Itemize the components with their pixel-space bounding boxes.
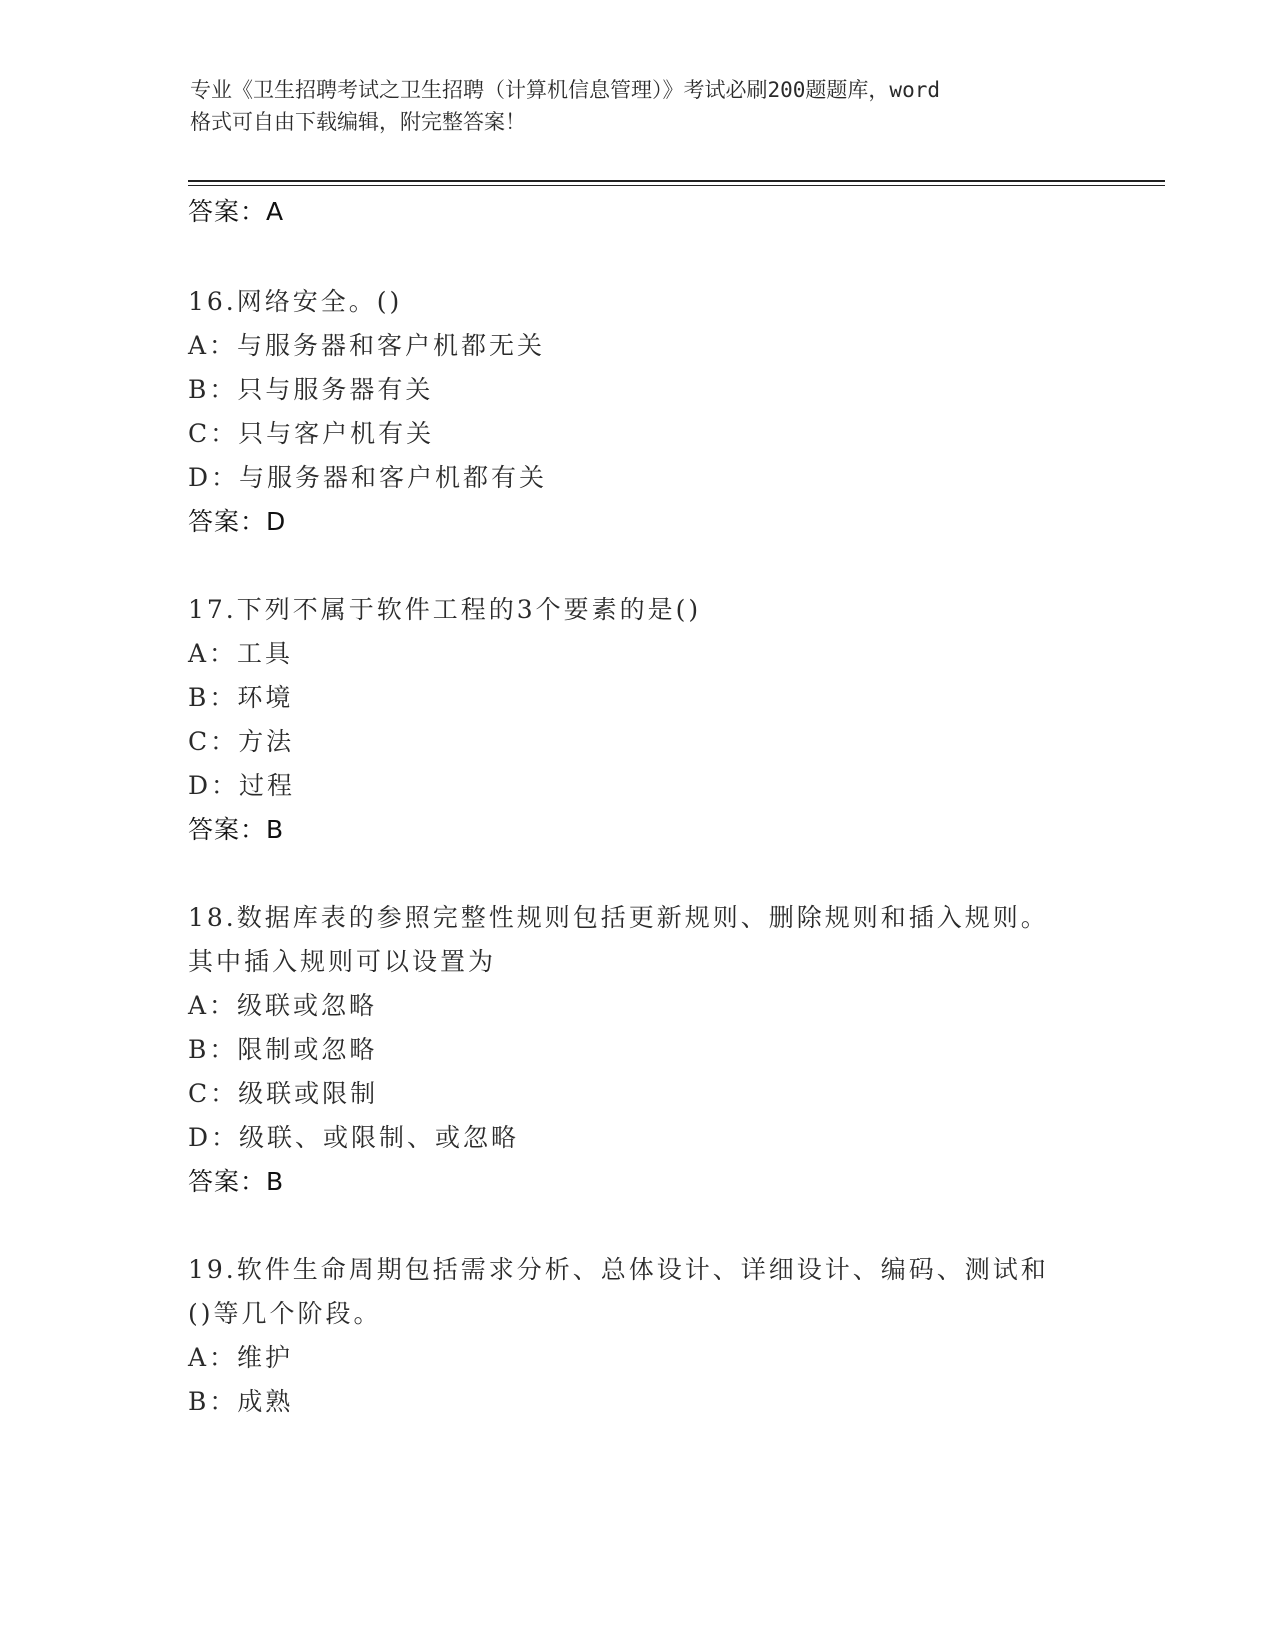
header-divider-thin [188, 185, 1165, 186]
option-18-b: B：限制或忽略 [188, 1035, 378, 1064]
header-divider-thick [188, 180, 1165, 182]
header-line-2: 格式可自由下载编辑，附完整答案！ [190, 110, 526, 134]
question-18-continued: 其中插入规则可以设置为 [188, 947, 497, 976]
question-16: 16.网络安全。() [188, 287, 403, 316]
option-18-a: A：级联或忽略 [188, 991, 378, 1020]
option-18-d: D：级联、或限制、或忽略 [188, 1123, 520, 1152]
question-17: 17.下列不属于软件工程的3个要素的是() [188, 595, 702, 624]
option-16-c: C：只与客户机有关 [188, 419, 435, 448]
question-19: 19.软件生命周期包括需求分析、总体设计、详细设计、编码、测试和 [188, 1255, 1049, 1284]
answer-17: 答案：B [188, 815, 285, 844]
header-line-1: 专业《卫生招聘考试之卫生招聘（计算机信息管理）》考试必刷200题题库，word [190, 78, 940, 102]
answer-16: 答案：D [188, 507, 287, 536]
option-17-c: C：方法 [188, 727, 295, 756]
option-17-b: B：环境 [188, 683, 294, 712]
question-18: 18.数据库表的参照完整性规则包括更新规则、删除规则和插入规则。 [188, 903, 1049, 932]
option-16-a: A：与服务器和客户机都无关 [188, 331, 546, 360]
option-16-b: B：只与服务器有关 [188, 375, 434, 404]
option-18-c: C：级联或限制 [188, 1079, 379, 1108]
answer-15: 答案：A [188, 197, 285, 226]
option-19-b: B：成熟 [188, 1387, 294, 1416]
answer-18: 答案：B [188, 1167, 285, 1196]
document-header [190, 74, 1120, 138]
option-17-a: A：工具 [188, 639, 294, 668]
option-16-d: D：与服务器和客户机都有关 [188, 463, 548, 492]
question-19-continued: ()等几个阶段。 [188, 1299, 382, 1328]
option-19-a: A：维护 [188, 1343, 294, 1372]
option-17-d: D：过程 [188, 771, 296, 800]
